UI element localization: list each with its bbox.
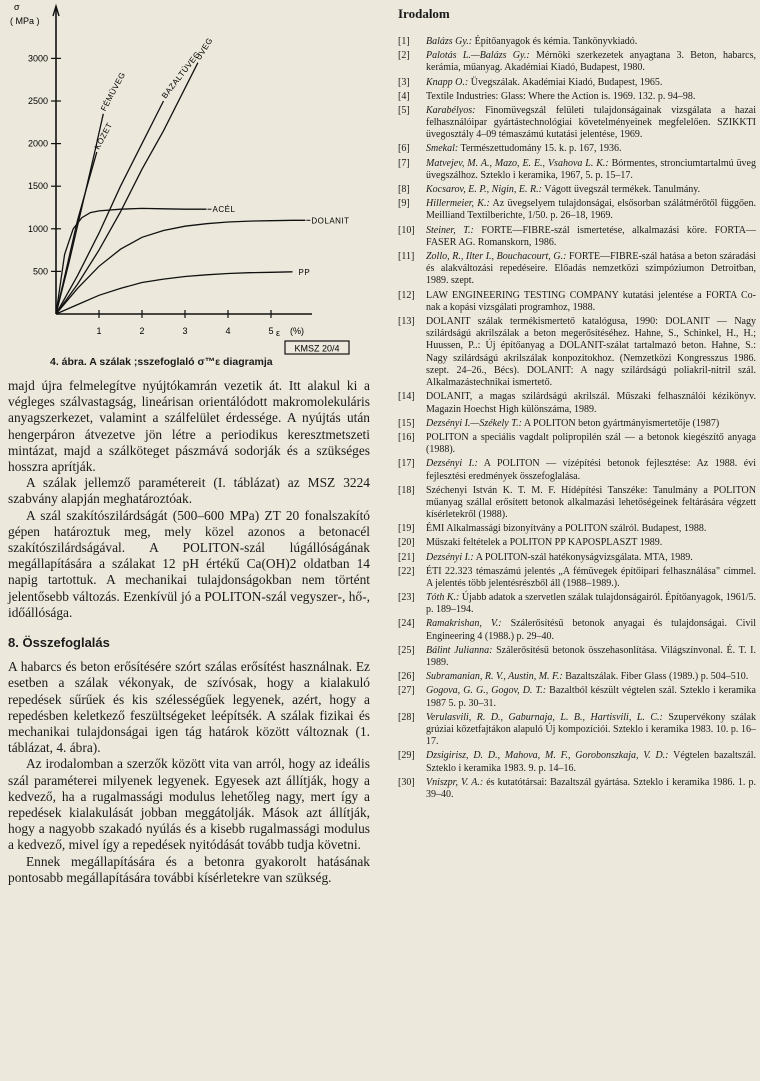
- series-label: PP: [298, 267, 311, 277]
- reference-item: [398, 432, 756, 457]
- reference-text: Textile Industries: Glass: Where the Action is. 1969. 132. p. 94–98.: [426, 90, 696, 102]
- reference-authors: Dezsényi I.:: [426, 551, 474, 563]
- reference-item: [398, 566, 756, 591]
- references-heading: Irodalom: [398, 6, 450, 21]
- series-label: ACÉL: [212, 205, 236, 215]
- reference-text: Dzsigirisz, D. D., Mahova, M. F., Gorobonszkaja, V. D.: Végtelen bazaltszál. Szteklo i keramika 1983. 9. p. 14–16.: [426, 750, 756, 774]
- body-text: [8, 378, 370, 886]
- reference-item: [398, 671, 756, 683]
- reference-text: DOLANIT, a magas szilárdságú akrilszál. Műszaki felhasználói kézikönyv. Magazin Hoechst High különszáma, 1989.: [426, 391, 756, 415]
- reference-text: POLITON a speciális vagdalt polipropilén szál — a betonok kiegészítő anyaga (1988).: [426, 431, 756, 456]
- chart-svg: [0, 0, 380, 356]
- reference-item: [398, 105, 756, 142]
- reference-item: [398, 712, 756, 749]
- reference-text: Balázs Gy.: Építőanyagok és kémia. Tankönyvkiadó.: [426, 36, 638, 47]
- reference-item: [398, 645, 756, 670]
- reference-number: [28]: [398, 711, 415, 723]
- reference-authors: Karabélyos:: [426, 104, 476, 116]
- reference-number: [6]: [398, 143, 410, 155]
- reference-item: [398, 418, 756, 430]
- reference-number: [11]: [398, 250, 415, 262]
- y-tick-label: 500: [32, 266, 48, 277]
- reference-number: [5]: [398, 104, 410, 116]
- x-axis-unit: (%): [290, 326, 304, 336]
- series-label: DOLANIT: [311, 216, 350, 226]
- right-column: [398, 0, 756, 803]
- reference-number: [13]: [398, 315, 415, 327]
- reference-item: [398, 750, 756, 775]
- reference-authors: Dezsényi I.:: [426, 458, 478, 470]
- reference-item: [398, 458, 756, 483]
- y-tick-label: 2500: [27, 96, 48, 106]
- reference-text: Verulasvili, R. D., Gaburnaja, L. B., Hartisvili, L. C.: Szupervékony szálak grúziai kőzetfajtákon alapuló Új kompozíciói. Szteklo i keramika 1983. 10. p. 16–17.: [426, 711, 756, 748]
- reference-text: Széchenyi István K. T. M. F. Hídépítési Tanszéke: Tanulmány a POLITON műanyag szállal erősített betonok alkalmazási lehetőségeinek feltárására végzett kísérletekről (1988).: [426, 484, 756, 521]
- reference-authors: Matvejev, M. A., Mazo, E. E., Vsahova L. K.:: [426, 157, 609, 169]
- reference-text: Gogova, G. G., Gogov, D. T.: Bazaltból készült végtelen szál. Szteklo i keramika 1987 5. p. 30–31.: [426, 685, 756, 709]
- reference-text: Ramakrishan, V.: Szálerősítésű betonok anyagai és tulajdonságai. Civil Engineering 4 (1988.) p. 29–40.: [426, 618, 757, 642]
- reference-text: Dezsényi I.—Székely T.: A POLITON beton gyártmányismertetője (1987): [426, 417, 720, 429]
- reference-number: [9]: [398, 198, 410, 210]
- reference-number: [2]: [398, 50, 410, 62]
- reference-item: [398, 91, 756, 103]
- section-heading: 8. Összefoglalás: [8, 635, 110, 651]
- series-line: [56, 272, 293, 314]
- reference-text: Tóth K.: Újabb adatok a szervetlen szálak tulajdonságairól. Építőanyagok, 1961/5. p. 189–194.: [426, 592, 756, 616]
- reference-authors: Zollo, R., Ilter I., Bouchacourt, G.:: [426, 250, 567, 262]
- reference-item: [398, 391, 756, 416]
- reference-item: [398, 184, 756, 196]
- reference-authors: Ramakrishan, V.:: [426, 618, 502, 630]
- reference-text: Steiner, T.: FORTE—FIBRE-szál ismertetése, alkalmazási köre. FORTA—FASER AG. Romanskorn, 1986.: [426, 224, 756, 248]
- series-line: [56, 208, 207, 314]
- reference-number: [27]: [398, 685, 415, 697]
- series-label: KŐZET: [92, 121, 115, 152]
- reference-number: [12]: [398, 289, 415, 301]
- series-line: [56, 220, 305, 314]
- reference-item: [398, 36, 756, 48]
- reference-text: Zollo, R., Ilter I., Bouchacourt, G.: FORTE—FIBRE-szál hatása a beton száradási és alakváltozási repedéseire. Előadás nemzetközi szimpóziumon Detroitban, 1989. szept.: [426, 250, 756, 287]
- reference-number: [24]: [398, 618, 415, 630]
- y-tick-label: 3000: [27, 53, 48, 64]
- reference-text: Karabélyos: Finomüvegszál felületi tulajdonságainak vizsgálata a hazai felhasználóipar gyártástechnológiai követelményeinek megfelelően. SZIKKTI üvegosztály 4–09 témaszámú kutatási jelentése, 1969.: [426, 104, 756, 141]
- reference-item: [398, 523, 756, 535]
- reference-authors: Knapp O.:: [426, 76, 469, 88]
- reference-item: [398, 537, 756, 549]
- reference-item: [398, 77, 756, 89]
- reference-number: [1]: [398, 36, 410, 47]
- reference-item: [398, 777, 756, 802]
- reference-text: Műszaki feltételek a POLITON PP KAPOSPLASZT 1989.: [426, 537, 663, 549]
- reference-text: Dezsényi I.: A POLITON — vízépítési betonok fejlesztése: Az 1988. évi fejlesztési eredmények összefoglalása.: [426, 458, 756, 482]
- paragraph-2: A szálak jellemző paramétereit (I. táblázat) az MSZ 3224 szabvány alapján meghatároztóak.: [8, 475, 370, 507]
- x-tick-label: 5: [268, 326, 274, 336]
- series-label: FÉMÜVEG: [99, 70, 128, 113]
- reference-authors: Tóth K.:: [426, 592, 460, 604]
- reference-number: [8]: [398, 183, 410, 195]
- reference-number: [4]: [398, 90, 410, 102]
- reference-item: [398, 316, 756, 390]
- reference-item: [398, 685, 756, 710]
- paragraph-5: Az irodalomban a szerzők között vita van arról, hogy az ideális szál paraméterei milyenek legyenek. Egyesek azt állítják, hogy a kedvező, ha a rugalmassági modulus lehetőleg nagy, mert így a repedések kialakulását jobban meggátolják. Mások azt állítják, hogy a nagyobb szakadó nyúlás és a kisebb rugalmassági modulus a kedvező, mivel így a repedések nyitódását tovább tudja követni.: [8, 756, 370, 853]
- reference-number: [3]: [398, 76, 410, 88]
- reference-item: [398, 198, 756, 223]
- reference-text: Dezsényi I.: A POLITON-szál hatékonyságvizsgálata. MTA, 1989.: [426, 551, 693, 563]
- reference-item: [398, 618, 756, 643]
- series-label: ÜVEG: [193, 36, 215, 62]
- references-list: [398, 36, 756, 801]
- reference-number: [22]: [398, 565, 415, 577]
- reference-number: [21]: [398, 551, 415, 563]
- reference-item: [398, 225, 756, 250]
- reference-text: Vniszpr, V. A.: és kutatótársai: Bazaltszál gyártása. Szteklo i keramika 1986. 1. p. 39–40.: [426, 776, 757, 801]
- reference-number: [25]: [398, 644, 415, 656]
- reference-authors: Steiner, T.:: [426, 224, 474, 236]
- reference-text: Bálint Julianna: Szálerősítésű betonok összehasonlítása. Világszínvonal. É. T. I. 1989.: [426, 644, 756, 669]
- reference-number: [15]: [398, 417, 415, 429]
- paragraph-6: Ennek megállapítására és a betonra gyakorolt hatásának pontosabb megállapítására további kísérletekre van szükség.: [8, 853, 370, 885]
- reference-text: Knapp O.: Üvegszálak. Akadémiai Kiadó, Budapest, 1965.: [426, 76, 663, 88]
- reference-item: [398, 552, 756, 564]
- reference-text: Kocsarov, E. P., Nigin, E. R.: Vágott üvegszál termékek. Tanulmány.: [426, 183, 701, 195]
- reference-authors: Palotás L.—Balázs Gy.:: [426, 50, 530, 62]
- reference-authors: Dzsigirisz, D. D., Mahova, M. F., Gorobonszkaja, V. D.:: [426, 750, 669, 762]
- reference-number: [26]: [398, 671, 415, 683]
- reference-number: [16]: [398, 431, 415, 443]
- reference-authors: Dezsényi I.—Székely T.:: [426, 417, 522, 429]
- reference-item: [398, 50, 756, 75]
- x-tick-label: 1: [96, 326, 102, 336]
- reference-authors: Vniszpr, V. A.:: [426, 776, 484, 788]
- reference-number: [14]: [398, 391, 415, 403]
- reference-authors: Subramanian, R. V., Austin, M. F.:: [426, 671, 563, 683]
- reference-number: [29]: [398, 750, 415, 762]
- y-tick-label: 2000: [27, 138, 48, 149]
- stress-strain-chart: [0, 0, 380, 370]
- x-tick-label: 2: [139, 326, 145, 336]
- reference-authors: Smekal:: [426, 143, 459, 155]
- y-axis-label: σ: [14, 2, 20, 12]
- y-tick-label: 1500: [27, 181, 48, 192]
- reference-authors: Balázs Gy.:: [426, 36, 473, 47]
- stamp-text: KMSZ 20/4: [294, 343, 340, 354]
- reference-item: [398, 158, 756, 183]
- x-tick-label: 4: [225, 326, 231, 336]
- paragraph-3: A szál szakítószilárdságát (500–600 MPa) ZT 20 fonalszakító gépen határoztuk meg, mely közel azonos a betonacél szakítószilárdságával. A POLITON-szál lúgállóságának megállapítására a szálakat 12 pH értékű Ca(OH)2 oldatban 14 napig tartottuk. A mechanikai tulajdonságokban nem történt jelentősebb változás. Ezenkívül jó a POLITON-szál vegyszer-, hő-, időállósága.: [8, 507, 370, 620]
- reference-item: [398, 592, 756, 617]
- reference-authors: Hillermeier, K.:: [426, 198, 490, 210]
- reference-authors: Gogova, G. G., Gogov, D. T.:: [426, 685, 547, 697]
- reference-text: ÉTI 22.323 témaszámú jelentés „A fémüvegek építőipari felhasználása" címmel. A jelentés több jelentésrészből áll (1988–1989.).: [426, 565, 756, 589]
- x-tick-label: 3: [182, 326, 188, 336]
- reference-number: [20]: [398, 537, 415, 549]
- reference-authors: Bálint Julianna:: [426, 644, 493, 656]
- reference-number: [23]: [398, 592, 415, 604]
- reference-item: [398, 143, 756, 155]
- reference-number: [19]: [398, 523, 415, 535]
- reference-text: Smekal: Természettudomány 15. k. p. 167, 1936.: [426, 143, 622, 155]
- reference-text: ÉMI Alkalmassági bizonyítvány a POLITON szálról. Budapest, 1988.: [426, 523, 707, 535]
- reference-item: [398, 485, 756, 522]
- reference-item: [398, 251, 756, 288]
- reference-text: Hillermeier, K.: Az üvegselyem tulajdonságai, elsősorban szálátmérőtől függően. Meilliand Textilberichte, 1/50. p. 26–18, 1969.: [426, 198, 756, 222]
- reference-item: [398, 290, 756, 315]
- reference-text: DOLANIT szálak termékismertető katalógusa, 1990: DOLANIT — Nagy szilárdságú akrilszálak a beton megerősítéséhez. Hahne, S., Schinkel, H., H.; Huussen, P..: Új építőanyag a DOLANIT-szálat tartalmazó beton. Hahne, S.: Nagy szilárdságú akrilszálak konpozitokhoz. (Nemzetközi Kongresszus 1986. szept. 24–26., Bécs). DOLANIT: A nagy szilárdságú poliakril-nitril szál. Alkalmazástechnikai ismertető.: [426, 315, 756, 389]
- reference-text: Palotás L.—Balázs Gy.: Mérnöki szerkezetek anyagtana 3. Beton, habarcs, kerámia, műanyag. Akadémiai Kiadó, Budapest, 1980.: [426, 50, 757, 74]
- y-axis-unit: ( MPa ): [10, 16, 40, 26]
- reference-number: [17]: [398, 458, 415, 470]
- reference-text: Subramanian, R. V., Austin, M. F.: Bazaltszálak. Fiber Glass (1989.) p. 504–510.: [426, 671, 749, 683]
- x-axis-label: ε: [276, 328, 281, 338]
- figure-caption: 4. ábra. A szálak ;sszefoglaló σ™ε diagramja: [50, 356, 273, 368]
- reference-number: [7]: [398, 157, 410, 169]
- paragraph-4: A habarcs és beton erősítésére szórt szálas erősítést használnak. Ez esetben a szálak vékonyak, de szívósak, hogy a kialakuló repedések sűrűek és kis szélességűek legyenek, azért, hogy a repedésben keletkező feszültségeket leépítsék. A szálak fizikai és mechanikai tulajdonságai igen tág határok között változnak (1. táblázat, 4. ábra).: [8, 659, 370, 756]
- reference-number: [30]: [398, 776, 415, 788]
- reference-authors: Kocsarov, E. P., Nigin, E. R.:: [426, 183, 542, 195]
- reference-text: Matvejev, M. A., Mazo, E. E., Vsahova L. K.: Bórmentes, stronciumtartalmú üveg üvegszálhoz. Szteklo i keramika, 1967, 5. p. 15–17.: [426, 157, 756, 181]
- reference-number: [18]: [398, 484, 415, 496]
- reference-authors: Verulasvili, R. D., Gaburnaja, L. B., Hartisvili, L. C.:: [426, 711, 663, 723]
- reference-number: [10]: [398, 224, 415, 236]
- paragraph-1: majd újra felmelegítve nyújtókamrán vezetik át. Itt alakul ki a végleges szálvastagság, lineárisan orientálódott makromolekuláris anyagszerkezet, valamint a szálfelület érdessége. A nyújtás után hengerpáron átvezetve jön létre a periodikus keresztmetszeti mintázat, majd a szálköteget pászmává sodorják és a szükséges hosszra aprítják.: [8, 378, 370, 475]
- reference-text: LAW ENGINEERING TESTING COMPANY kutatási jelentése a FORTA Co-nak a kopási vizsgálati programhoz, 1988.: [426, 289, 756, 313]
- series-label: BAZALTÜVEG: [159, 49, 203, 101]
- y-tick-label: 1000: [27, 223, 48, 234]
